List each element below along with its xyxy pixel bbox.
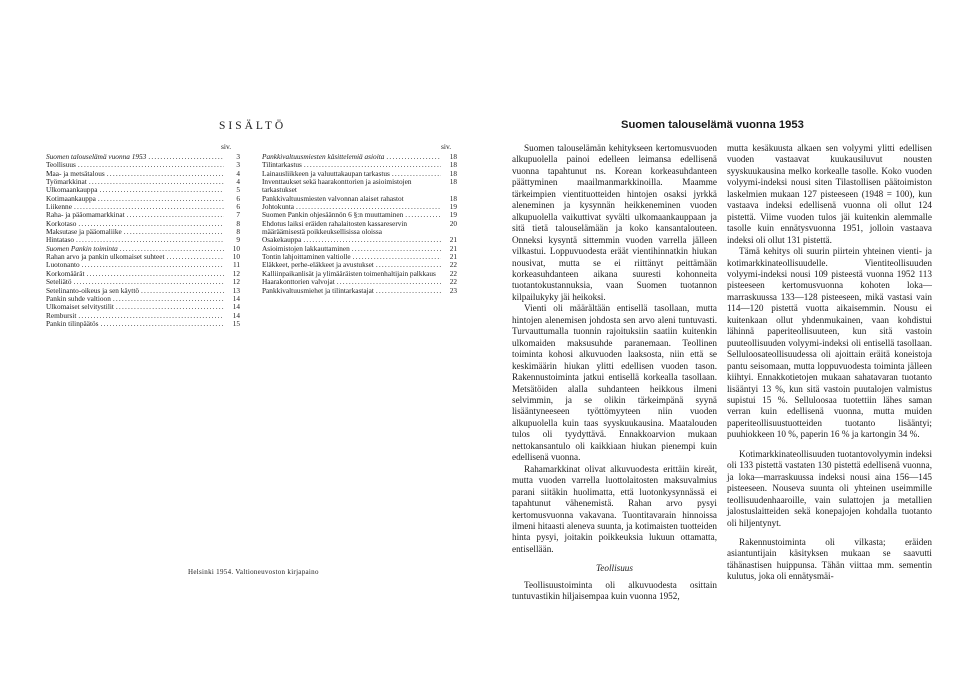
article-paragraph: Rakennustoiminta oli vilkasta; eräiden asiantuntijain käsityksen mukaan se saavutti tähänastisen huippunsa. Tähän viittaa mm. sementin kulutus, joka oli ennätysmäi- [727,536,932,582]
article-paragraph: Vienti oli määrältään entisellä tasollaan, mutta hintojen alenemisen johdosta sen arvo aleni tuntuvasti. Turvauttumalla tuonnin rajoituksiin saatiin kuitenkin ulkomaiden maksusuhde paranemaan. Teollinen toiminta kohosi alkuvuoden laaksosta, niin että se keskimäärin hiukan ylitti edellisen vuoden tason. Rakennustoiminta jatkui entisellä korkealla tasollaan. Metsätöiden alalla suhdanteen heikkous ilmeni selvimmin, ja se olikin tärkeimpänä syynä lisääntyneeseen työttömyyteen niin vuoden alkupuolella kuin taas syyskuukausina. Maatalouden tulos oli tyydyttävä. Ennakkoarvion mukaan nettokansantulo oli kaikkiaan hiukan pienempi kuin edellisenä vuonna. [512,303,717,463]
toc-entry [46,195,240,203]
toc-entry-page: 3 [236,160,240,170]
toc-entry-label: Teollisuus [46,160,76,170]
toc-entry-label: Työmarkkinat [46,177,87,187]
toc-entry-label: Haarakonttorien valvojat [262,277,335,287]
toc-entry-label: Pankin tilinpäätös [46,318,99,328]
toc-entry [46,270,240,278]
toc-leader-dots [386,153,441,161]
toc-entry-page: 14 [232,293,240,303]
toc-leader-dots [167,253,224,261]
toc-left-page-col-label: siv. [221,142,232,151]
toc-right-column [262,153,457,295]
toc-entry-label: Raha- ja pääomamarkkinat [46,210,125,220]
toc-entry-label: Suomen talouselämä vuonna 1953 [46,152,147,161]
toc-entry-page: 7 [236,210,240,220]
toc-entry-page: 10 [232,252,240,262]
toc-entry-label: Kotimaankauppa [46,193,96,203]
toc-entry-label: Maa- ja metsätalous [46,168,105,178]
article-paragraph: Teollisuustoiminta oli alkuvuodesta osittain tuntuvastikin hiljaisempaa kuin vuonna 1952, [512,579,717,602]
toc-entry-page: 21 [449,252,457,262]
toc-entry-label: Tontin lahjoittaminen valtiolle [262,252,351,262]
toc-entry-page: 18 [449,160,457,170]
article-column-2 [727,143,932,583]
toc-entry-label: Pankkivaltuusmiesten valvonnan alaiset rahastot [262,193,404,203]
article-paragraph: Kotimarkkinateollisuuden tuotantovolyymin indeksi oli 133 pistettä vastaten 130 pistettä edellisenä vuonna, ja loka—marraskuussa indeksi nousi aina 156—145 pisteeseen. Nouseva suunta oli yhteinen useimmille teollisuudenhaaroille, vain sulattojen ja metallien jalostuslaitteiden sekä konepajojen kohdalla tuotanto oli hiljentynyt. [727,448,932,528]
toc-entry-page: 22 [449,268,457,278]
toc-leader-dots [98,195,224,203]
article-paragraph: Tämä kehitys oli suurin piirtein yhteinen vienti- ja kotimarkkinateollisuudelle. Vientiteollisuuden volyymi-indeksi nousi 109 pisteestä vuonna 1952 113 pisteeseen kertomusvuonna kohoten loka—marraskuussa 133—128 pisteeseen, mikä vastasi vain 114—120 pistettä vuotta aikaisemmin. Nousu ei kuitenkaan ollut yhdenmukainen, vaan kohdistui lähinnä paperiteollisuuteen, kun sitä vastoin puuteollisuuden volyymi-indeksi oli entisellä tasollaan. Selluloosateollisuudessa oli ajoittain eräitä koneistoja pantu seisomaan, mutta loppuvuodesta toiminta jälleen kiihtyi. Ennakkotietojen mukaan sahatavaran tuotanto lisääntyi 13 %, kun sitä vastoin puutalojen valmistus supistui 15 %. Selluloosaa tuotettiin lähes saman verran kuin edellisenä vuonna, mutta muiden paperiteollisuustuotteiden tuotanto lisääntyi; puuhiokkeen 10 %, paperin 16 % ja kartongin 34 %. [727,246,932,440]
toc-entry-label: Pankkivaltuusmiehet ja tilintarkastajat [262,285,374,295]
toc-entry-page: 20 [449,218,457,228]
toc-entry-page: 4 [236,177,240,187]
toc-entry-label: Seteliätö [46,277,72,287]
toc-leader-dots [107,170,224,178]
toc-entry-page: 6 [236,202,240,212]
toc-entry-label: Rembursit [46,310,77,320]
toc-entry-label: Eläkkeet, perhe-eläkkeet ja avustukset [262,260,374,270]
toc-leader-dots [124,228,224,236]
toc-entry-label: Maksutase ja pääomaliike [46,227,122,237]
toc-entry-page: 5 [236,185,240,195]
toc-entry-label: Inventtaukset sekä haarakonttorien ja asioimistojen tarkastukset [262,177,412,195]
toc-entry-label: Johtokunta [262,202,295,212]
article-paragraph: Suomen talouselämän kehitykseen kertomusvuoden alkupuolella painoi edelleen leimansa edellisenä vuonna tapahtunut ns. Korean korkeasuhdanteen päättyminen maailmanmarkkinoilla. Maamme tärkeimpien vientituotteiden hintojen osaksi jyrkkä aleneminen ja kysynnän heikkeneminen vuoden alkupuolella vaikuttivat syvälti ulkomaankauppaan ja sitä tietä talouselämään ja koko kansantalouteen. Onneksi kysyntä sittemmin vuoden varrella jälleen vilkastui. Loppuvuodesta eräät vientihinnatkin hiukan nousivat, mutta se ei riittänyt peittämään korkeasuhdanteen aikana suuresti kohonneita tuotantokustannuksia, vaan Suomen tuotannon kilpailukyky jäi heikoksi. [512,143,717,302]
toc-entry-label: Rahan arvo ja pankin ulkomaiset suhteet [46,252,165,262]
toc-entry-page: 12 [232,277,240,287]
toc-entry-page: 18 [449,177,457,187]
toc-leader-dots [127,211,224,219]
toc-entry-label: Lainausliikkeen ja valuuttakaupan tarkastus [262,168,390,178]
toc-leader-dots [141,287,224,295]
toc-right-page-col-label: siv. [441,142,452,151]
toc-entry [46,320,240,328]
toc-leader-dots [78,312,224,320]
article-paragraph: Rahamarkkinat olivat alkuvuodesta erittäin kireät, mutta vuoden varrella luottolaitosten maksuvalmius parani siitäkin huolimatta, että luotonkysynnässä ei tapahtunut vähenemistä. Rahan arvo pysyi kertomusvuonna vakavana. Tuontitavarain hinnoissa ilmeni hitaasti aleneva suunta, ja kotimaisten tuotteiden hinta pysyi, joitakin poikkeuksia lukuun ottamatta, entisellään. [512,463,717,554]
toc-entry-label: Korkotaso [46,218,77,228]
toc-entry-label: Liikenne [46,202,72,212]
toc-entry-label: Osakekauppa [262,235,302,245]
toc-entry-label: Setelinanto-oikeus ja sen käyttö [46,285,140,295]
toc-entry-page: 3 [236,152,240,161]
toc-leader-dots [116,303,224,311]
toc-entry-label: Suomen Pankin toiminta [46,243,118,253]
toc-entry-page: 9 [236,235,240,245]
toc-leader-dots [82,261,224,269]
toc-entry-page: 8 [236,227,240,237]
toc-entry [46,228,240,236]
toc-leader-dots [89,178,224,186]
article-paragraph: mutta kesäkuusta alkaen sen volyymi ylitti edellisen vuoden vastaavat kuukausiluvut nousten syyskuukausina melko korkealle tasolle. Koko vuoden volyymi-indeksi nousi siten Tilastollisen päätoimiston laskelmien mukaan 127 pisteeseen (1948 = 100), kun vastaava indeksi edellisenä vuonna oli ollut 124 pistettä. Viime vuoden tulos jäi kuitenkin alemmalle tasolle kuin ennätysvuonna 1951, jolloin vastaava indeksi oli ollut 131 pistettä. [727,143,932,245]
toc-entry-label: Luotonanto [46,260,80,270]
toc-entry-page: 6 [236,193,240,203]
toc-entry [262,220,457,237]
toc-leader-dots [405,211,441,219]
toc-entry-label: Tilintarkastus [262,160,302,170]
toc-title: SISÄLTÖ [219,120,287,132]
toc-leader-dots [99,186,224,194]
toc-entry-page: 15 [232,318,240,328]
toc-entry-page: 11 [232,260,240,270]
toc-entry-page: 22 [449,260,457,270]
toc-leader-dots [376,287,441,295]
toc-entry-label: Pankin suhde valtioon [46,293,111,303]
toc-entry-page: 10 [232,243,240,253]
toc-entry-label: Korkomäärät [46,268,85,278]
toc-entry-label: Ehdotus laiksi eräiden rahalaitosten kassareservin määräämisestä poikkeuksellisissa oloissa [262,218,408,237]
toc-entry-label: Asioimistojen lakkauttaminen [262,243,350,253]
toc-entry-label: Pankkivaltuusmiesten käsittelemiä asioita [262,152,385,161]
toc-entry-page: 21 [449,235,457,245]
toc-leader-dots [87,270,225,278]
toc-entry-page: 18 [449,193,457,203]
toc-leader-dots [101,320,225,328]
article-column-1 [512,143,717,603]
toc-entry-page: 22 [449,277,457,287]
toc-entry [262,287,457,295]
toc-entry-label: Hintataso [46,235,74,245]
toc-entry-page: 4 [236,168,240,178]
toc-entry-page: 21 [449,243,457,253]
toc-entry-page: 19 [449,210,457,220]
toc-entry-page: 14 [232,302,240,312]
toc-left-column [46,153,240,328]
toc-entry-page: 14 [232,310,240,320]
article-title: Suomen talouselämä vuonna 1953 [621,119,804,131]
toc-entry-page: 8 [236,218,240,228]
imprint: Helsinki 1954. Valtioneuvoston kirjapaino [188,568,319,576]
toc-leader-dots [352,245,441,253]
toc-entry-page: 12 [232,268,240,278]
toc-entry-label: Suomen Pankin ohjesäännön 6 §:n muuttaminen [262,210,404,220]
toc-leader-dots [148,153,224,161]
toc-entry-page: 23 [449,285,457,295]
section-heading-teollisuus: Teollisuus [596,563,633,574]
toc-entry [262,178,457,195]
toc-entry-label: Ulkomaiset selvitystilit [46,302,114,312]
toc-entry-page: 18 [449,168,457,178]
toc-entry-page: 19 [449,202,457,212]
toc-leader-dots [113,295,224,303]
toc-entry-page: 13 [232,285,240,295]
toc-entry-page: 18 [449,152,457,161]
toc-entry-label: Ulkomaankauppa [46,185,98,195]
toc-entry-label: Kalliinpaikanlisät ja ylimääräisten toimenhaltijain palkkaus [262,268,436,278]
